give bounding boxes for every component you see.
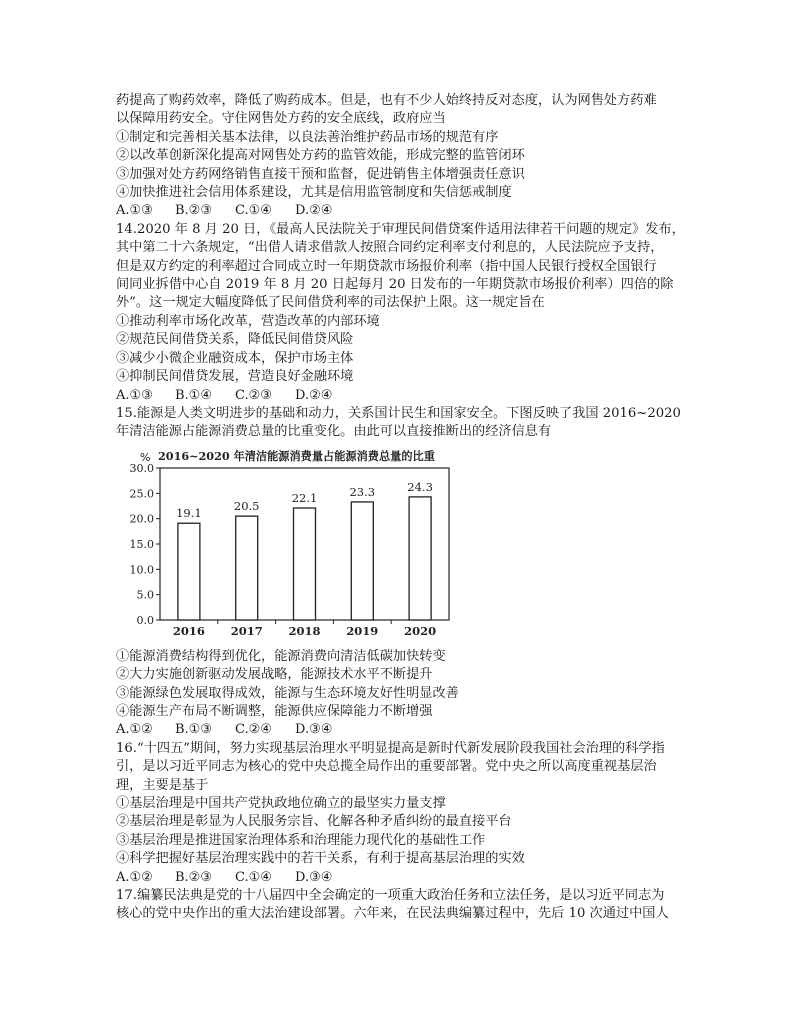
option-a: A.①② (116, 869, 153, 885)
question-stem-line: 理，主要是基于 (116, 777, 209, 793)
question-stem-line: 外”。这一规定大幅度降低了民间借贷利率的司法保护上限。这一规定旨在 (116, 295, 545, 311)
statement-item: ②规范民间借贷关系，降低民间借贷风险 (116, 332, 354, 348)
question-stem-line: 年清洁能源占能源消费总量的比重变化。由此可以直接推断出的经济信息有 (116, 424, 552, 440)
chart-title: 2016~2020 年清洁能源消费量占能源消费总量的比重 (158, 448, 435, 463)
question-stem-line: 17.编纂民法典是党的十八届四中全会确定的一项重大政治任务和立法任务，是以习近平同志为 (116, 888, 665, 903)
option-b: B.①④ (175, 387, 212, 403)
option-a: A.①③ (116, 203, 153, 219)
question-stem-line: 14.2020 年 8 月 20 日，《最高人民法院关于审理民间借贷案件适用法律若干问题的规定》发布， (116, 221, 685, 237)
statement-item: ①基层治理是中国共产党执政地位确立的最坚实力量支撑 (116, 795, 446, 811)
option-b: B.①③ (175, 722, 212, 738)
question-14 (116, 221, 686, 405)
bar-chart-svg (116, 444, 456, 644)
option-c: C.②③ (235, 387, 272, 403)
option-d: D.②④ (295, 203, 333, 219)
question-stem-line: 药提高了购药效率，降低了购药成本。但是，也有不少人始终持反对态度，认为网售处方药难 (116, 93, 657, 108)
bar-value-label: 24.3 (407, 479, 433, 494)
question-stem-line: 但是双方约定的利率超过合同成立时一年期贷款市场报价利率（指中国人民银行授权全国银行 (116, 258, 657, 274)
statement-item: ③能源绿色发展取得成效，能源与生态环境友好性明显改善 (116, 685, 459, 701)
statement-item: ③减少小微企业融资成本，保护市场主体 (116, 350, 354, 366)
bar-value-label: 22.1 (291, 490, 318, 505)
x-tick-label: 2018 (288, 623, 321, 638)
x-tick-label: 2016 (172, 623, 205, 638)
statement-item: ③基层治理是推进国家治理体系和治理能力现代化的基础性工作 (116, 832, 486, 848)
y-axis-unit-label: % (140, 450, 151, 464)
question-17 (116, 887, 686, 924)
x-tick-label: 2020 (404, 623, 437, 638)
statement-item: ①制定和完善相关基本法律，以良法善治维护药品市场的规范有序 (116, 129, 499, 145)
question-15 (116, 405, 686, 740)
question-stem-line: 15.能源是人类文明进步的基础和动力，关系国计民生和国家安全。下图反映了我国 2016~2020 (116, 405, 681, 421)
statement-item: ④科学把握好基层治理实践中的若干关系，有利于提高基层治理的实效 (116, 851, 525, 867)
bar-value-label: 23.3 (349, 484, 376, 499)
question-16 (116, 740, 686, 887)
answer-options (116, 387, 686, 405)
statement-item: ④能源生产布局不断调整，能源供应保障能力不断增强 (116, 703, 433, 719)
option-c: C.①④ (235, 203, 272, 219)
question-stem-line: 间同业拆借中心自 2019 年 8 月 20 日起每月 20 日发布的一年期贷款市场报价利率）四倍的除 (116, 277, 674, 293)
y-tick-label: 5.0 (136, 588, 154, 602)
y-tick-label: 20.0 (129, 512, 154, 526)
bar (294, 508, 316, 620)
statement-item: ③加强对处方药网络销售直接干预和监督，促进销售主体增强责任意识 (116, 166, 525, 182)
chart-marks (130, 462, 450, 638)
statement-item: ④抑制民间借贷发展，营造良好金融环境 (116, 369, 354, 385)
statement-item: ①能源消费结构得到优化，能源消费向清洁低碳加快转变 (116, 648, 446, 664)
question-stem-line: 其中第二十六条规定，“出借人请求借款人按照合同约定利率支付利息的，人民法院应予支持， (116, 240, 664, 256)
option-d: D.②④ (295, 387, 333, 403)
bar-value-label: 19.1 (176, 505, 202, 520)
exam-page (116, 92, 686, 924)
option-d: D.③④ (295, 722, 333, 738)
y-tick-label: 15.0 (129, 537, 154, 551)
x-tick-label: 2019 (346, 623, 379, 638)
question-stem-line: 16.“十四五”期间，努力实现基层治理水平明显提高是新时代新发展阶段我国社会治理的科学指 (116, 740, 665, 756)
y-tick-label: 25.0 (129, 487, 154, 501)
statement-item: ②基层治理是彰显为人民服务宗旨、化解各种矛盾纠纷的最直接平台 (116, 814, 512, 830)
question-stem-line: 引，是以习近平同志为核心的党中央总揽全局作出的重要部署。党中央之所以高度重视基层治 (116, 759, 657, 775)
option-b: B.②③ (175, 203, 212, 219)
option-c: C.②④ (235, 722, 272, 738)
option-a: A.①③ (116, 387, 153, 403)
answer-options (116, 869, 686, 887)
bar (409, 497, 431, 620)
option-a: A.①② (116, 722, 153, 738)
option-c: C.①④ (235, 869, 272, 885)
x-tick-label: 2017 (230, 623, 263, 638)
question-13 (116, 92, 686, 221)
statement-item: ①推动利率市场化改革，营造改革的内部环境 (116, 313, 380, 329)
statement-item: ②以改革创新深化提高对网售处方药的监管效能，形成完整的监管闭环 (116, 148, 525, 164)
bar (178, 523, 200, 620)
answer-options (116, 202, 686, 220)
y-tick-label: 10.0 (129, 563, 154, 577)
statement-item: ②大力实施创新驱动发展战略，能源技术水平不断提升 (116, 667, 433, 683)
y-tick-label: 30.0 (129, 461, 154, 475)
question-stem-line: 核心的党中央作出的重大法治建设部署。六年来，在民法典编纂过程中，先后 10 次通过中国人 (116, 906, 669, 922)
bar (236, 516, 258, 620)
option-d: D.③④ (295, 869, 333, 885)
bar-chart (116, 444, 686, 644)
y-tick-label: 0.0 (136, 613, 154, 627)
bar (351, 502, 373, 620)
bar-value-label: 20.5 (233, 498, 260, 513)
option-b: B.②③ (175, 869, 212, 885)
question-stem-line: 以保障用药安全。守住网售处方药的安全底线，政府应当 (116, 111, 446, 127)
statement-item: ④加快推进社会信用体系建设，尤其是信用监管制度和失信惩戒制度 (116, 185, 512, 201)
answer-options (116, 721, 686, 739)
